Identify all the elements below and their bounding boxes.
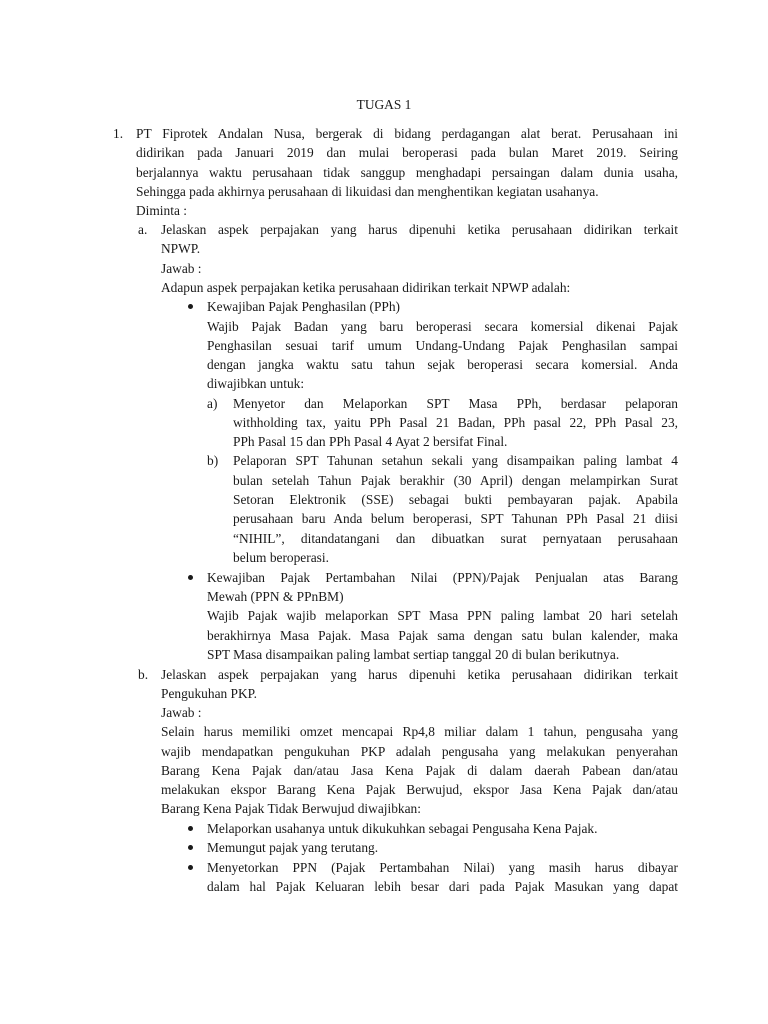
bullet-icon [188, 826, 193, 831]
bullet-text-line: SPT Masa disampaikan paling lambat sertiap tanggal 20 di bulan berikutnya. [207, 647, 620, 662]
item-number: 1. [113, 126, 124, 141]
list-item-line: Menyetor dan Melaporkan SPT Masa PPh, berdasar pelaporan [233, 396, 678, 411]
bullet-text-line: Memungut pajak yang terutang. [207, 840, 379, 855]
answer-intro: Adapun aspek perpajakan ketika perusahaan didirikan terkait NPWP adalah: [161, 280, 571, 295]
paragraph-line: Barang Kena Pajak Tidak Berwujud diwajibkan: [161, 801, 421, 816]
list-marker-b: b) [207, 453, 219, 468]
bullet-icon [188, 304, 193, 309]
bullet-heading: Kewajiban Pajak Pertambahan Nilai (PPN)/Pajak Penjualan atas Barang [207, 570, 678, 585]
bullet-text-line: Wajib Pajak wajib melaporkan SPT Masa PPN paling lambat 20 hari setelah [207, 608, 678, 623]
list-item-line: “NIHIL”, ditandatangani dan dibuatkan surat pernyataan perusahaan [233, 531, 678, 546]
bullet-icon [188, 575, 193, 580]
bullet-text-line: diwajibkan untuk: [207, 376, 305, 391]
sub-item-marker: a. [138, 222, 148, 237]
bullet-heading: Mewah (PPN & PPnBM) [207, 589, 344, 604]
list-item-line: withholding tax, yaitu PPh Pasal 21 Badan, PPh pasal 22, PPh Pasal 23, [233, 415, 678, 430]
list-item-line: belum beroperasi. [233, 550, 329, 565]
paragraph-line: Selain harus memiliki omzet mencapai Rp4,8 miliar dalam 1 tahun, pengusaha yang [161, 724, 678, 739]
bullet-icon [188, 845, 193, 850]
paragraph-line: Sehingga pada akhirnya perusahaan di likuidasi dan menghentikan kegiatan usahanya. [136, 184, 599, 199]
list-item-line: Setoran Elektronik (SSE) sebagai bukti pembayaran pajak. Apabila [233, 492, 678, 507]
sub-item-marker: b. [138, 667, 149, 682]
list-item-line: Pelaporan SPT Tahunan setahun sekali yang disampaikan paling lambat 4 [233, 453, 678, 468]
page-title: TUGAS 1 [356, 97, 412, 112]
bullet-text-line: dengan jangka waktu satu tahun sejak beroperasi secara komersial. Anda [207, 357, 678, 372]
bullet-text-line: Menyetorkan PPN (Pajak Pertambahan Nilai) yang masih harus dibayar [207, 860, 678, 875]
list-item-line: perusahaan baru Anda belum beroperasi, SPT Tahunan PPh Pasal 21 diisi [233, 511, 678, 526]
paragraph-line: didirikan pada Januari 2019 dan mulai beroperasi pada bulan Maret 2019. Seiring [136, 145, 678, 160]
jawab-label: Jawab : [161, 261, 202, 276]
bullet-text-line: Wajib Pajak Badan yang baru beroperasi secara komersial dikenai Pajak [207, 319, 678, 334]
paragraph-line: PT Fiprotek Andalan Nusa, bergerak di bidang perdagangan alat berat. Perusahaan ini [136, 126, 678, 141]
question-line: Jelaskan aspek perpajakan yang harus dipenuhi ketika perusahaan didirikan terkait [161, 222, 678, 237]
bullet-heading: Kewajiban Pajak Penghasilan (PPh) [207, 299, 401, 314]
bullet-text-line: Melaporkan usahanya untuk dikukuhkan sebagai Pengusaha Kena Pajak. [207, 821, 598, 836]
question-line: Pengukuhan PKP. [161, 686, 257, 701]
diminta-label: Diminta : [136, 203, 187, 218]
paragraph-line: melakukan ekspor Barang Kena Pajak Berwujud, ekspor Jasa Kena Pajak dan/atau [161, 782, 678, 797]
bullet-icon [188, 865, 193, 870]
question-line: Jelaskan aspek perpajakan yang harus dipenuhi ketika perusahaan didirikan terkait [161, 667, 678, 682]
list-item-line: PPh Pasal 15 dan PPh Pasal 4 Ayat 2 bersifat Final. [233, 434, 508, 449]
bullet-text-line: dalam hal Pajak Keluaran lebih besar dari pada Pajak Masukan yang dapat [207, 879, 678, 894]
bullet-text-line: Penghasilan sesuai tarif umum Undang-Undang Pajak Penghasilan sampai [207, 338, 678, 353]
paragraph-line: berjalannya waktu perusahaan tidak sanggup menghadapi persaingan dalam dunia usaha, [136, 165, 678, 180]
bullet-text-line: berakhirnya Masa Pajak. Masa Pajak sama dengan satu bulan kalender, maka [207, 628, 678, 643]
paragraph-line: wajib mendapatkan pengukuhan PKP adalah pengusaha yang melakukan penyerahan [161, 744, 678, 759]
jawab-label: Jawab : [161, 705, 202, 720]
list-marker-a: a) [207, 396, 218, 411]
paragraph-line: Barang Kena Pajak dan/atau Jasa Kena Pajak di dalam daerah Pabean dan/atau [161, 763, 678, 778]
question-line: NPWP. [161, 241, 201, 256]
list-item-line: bulan setelah Tahun Pajak berakhir (30 April) dengan melampirkan Surat [233, 473, 678, 488]
